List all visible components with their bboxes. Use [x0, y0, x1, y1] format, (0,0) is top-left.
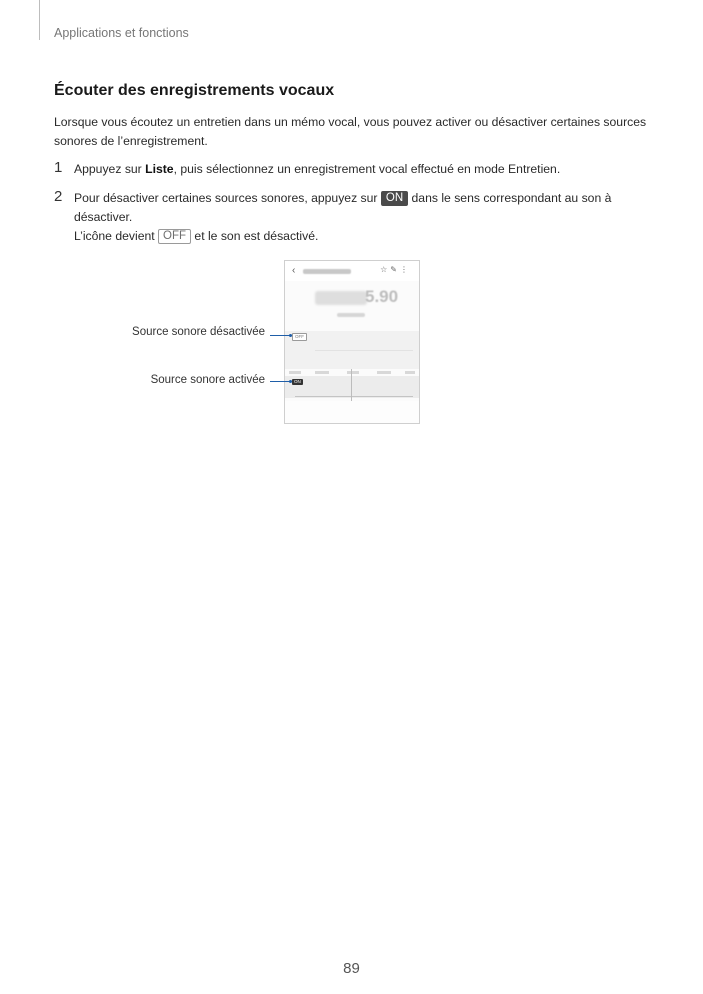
step-text-after: , puis sélectionnez un enregistrement vocal effectué en mode Entretien. [173, 162, 561, 176]
step-number: 1 [54, 159, 63, 176]
step-text-before: Pour désactiver certaines sources sonores, appuyez sur [74, 191, 381, 205]
step-subtext-before: L’icône devient [74, 229, 159, 243]
timeline-mark [315, 371, 329, 374]
step-text [74, 160, 654, 179]
toolbar-icons: ☆✎⋮ [380, 265, 411, 274]
back-icon: ‹ [292, 265, 296, 276]
callout-label-active: Source sonore activée [150, 374, 265, 386]
phone-bottom-area [285, 401, 419, 423]
callout-dot [289, 334, 292, 337]
timeline-mark [289, 371, 301, 374]
off-icon: OFF [158, 229, 191, 244]
elapsed-time: 5.90 [365, 287, 399, 306]
intro-paragraph: Lorsque vous écoutez un entretien dans un mémo vocal, vous pouvez activer ou désactiver certaines sources sonores de l’enregistrement. [54, 115, 647, 148]
running-header: Applications et fonctions [54, 26, 189, 40]
on-toggle[interactable]: ON [294, 379, 301, 384]
phone-app-bar [285, 261, 419, 281]
active-waveform [295, 396, 413, 397]
recording-title-blurred [303, 269, 351, 274]
muted-waveform [315, 350, 413, 351]
timeline-mark [347, 371, 359, 374]
step-subtext-after: et le son est désactivé. [191, 229, 319, 243]
timeline-mark [405, 371, 415, 374]
on-icon: ON [381, 191, 408, 206]
page-number: 89 [343, 960, 360, 977]
step-text-before: Appuyez sur [74, 162, 146, 176]
timeline-mark [377, 371, 391, 374]
step-text-after: dans le sens correspondant au son à désactiver. [74, 191, 612, 224]
time-subtitle-blurred [337, 313, 365, 317]
active-track [285, 376, 419, 398]
margin-rule [39, 0, 40, 40]
off-toggle[interactable]: OFF [292, 333, 307, 341]
callout-label-muted: Source sonore désactivée [132, 326, 265, 338]
step-number: 2 [54, 188, 63, 205]
elapsed-time-blurred [315, 291, 367, 305]
phone-screenshot [284, 260, 420, 424]
callout-dot [289, 380, 292, 383]
step-text [74, 189, 654, 246]
section-title: Écouter des enregistrements vocaux [54, 82, 335, 99]
list-keyword: Liste [145, 162, 174, 176]
